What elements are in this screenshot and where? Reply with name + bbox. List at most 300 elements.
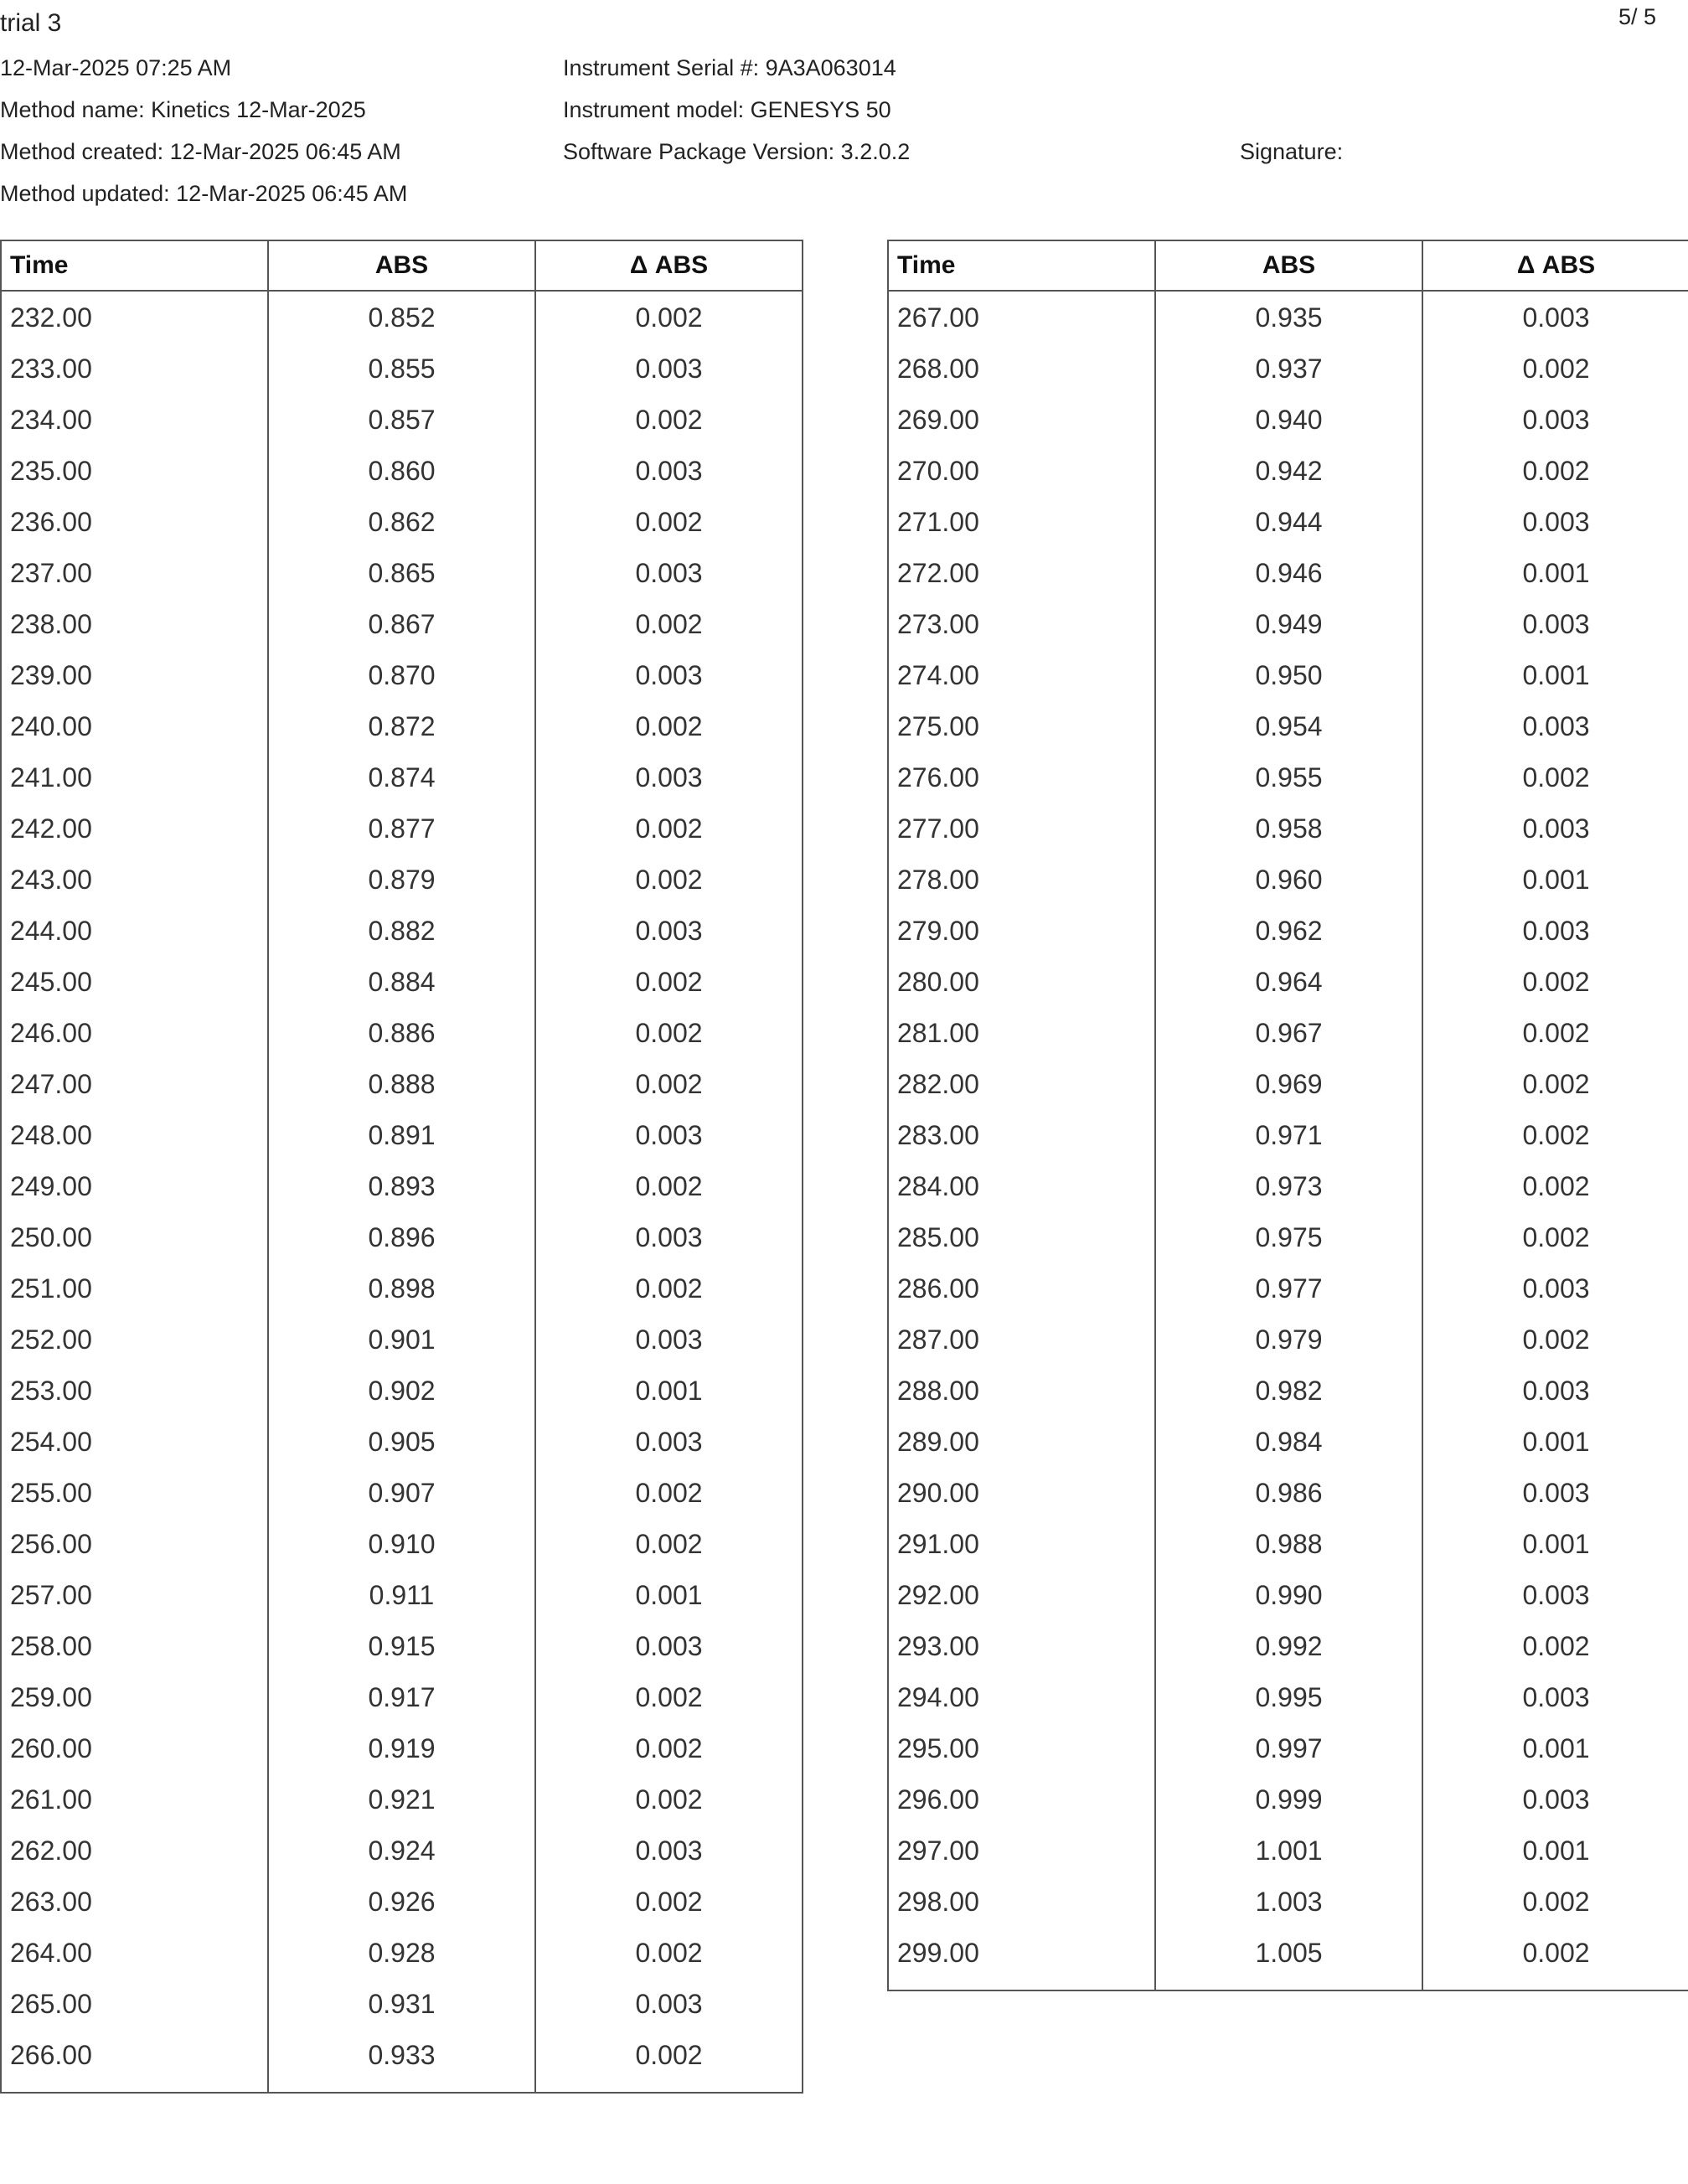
delta-abs-cell: 0.003 (535, 1978, 803, 2029)
abs-cell: 0.940 (1155, 394, 1422, 445)
table-row (1, 547, 803, 598)
abs-cell: 0.955 (1155, 751, 1422, 803)
delta-abs-cell: 0.001 (1422, 547, 1688, 598)
abs-cell: 0.865 (268, 547, 535, 598)
table-row (1, 1109, 803, 1160)
time-cell: 285.00 (888, 1211, 1155, 1262)
table-row (888, 1416, 1688, 1467)
table-row (1, 1467, 803, 1518)
table-row (888, 1774, 1688, 1825)
time-cell: 294.00 (888, 1671, 1155, 1722)
table-row (888, 291, 1688, 343)
time-cell: 288.00 (888, 1365, 1155, 1416)
abs-cell: 0.979 (1155, 1314, 1422, 1365)
table-row (888, 445, 1688, 496)
time-cell: 250.00 (1, 1211, 268, 1262)
time-cell: 271.00 (888, 496, 1155, 547)
table-row (1, 1007, 803, 1058)
table-row (888, 1262, 1688, 1314)
abs-cell: 0.860 (268, 445, 535, 496)
time-cell: 269.00 (888, 394, 1155, 445)
time-cell: 238.00 (1, 598, 268, 649)
time-cell: 237.00 (1, 547, 268, 598)
delta-abs-cell: 0.003 (535, 547, 803, 598)
table-row (888, 803, 1688, 854)
delta-abs-cell: 0.002 (535, 1007, 803, 1058)
time-cell: 292.00 (888, 1569, 1155, 1620)
abs-cell: 0.867 (268, 598, 535, 649)
delta-abs-cell: 0.002 (535, 598, 803, 649)
table-row (888, 1825, 1688, 1876)
software-version: Software Package Version: 3.2.0.2 (563, 139, 911, 164)
table-row (1, 445, 803, 496)
delta-abs-cell: 0.003 (535, 1620, 803, 1671)
time-cell: 253.00 (1, 1365, 268, 1416)
table-row (888, 1876, 1688, 1927)
delta-abs-cell: 0.003 (535, 343, 803, 394)
table-row (1, 1774, 803, 1825)
abs-cell: 0.954 (1155, 700, 1422, 751)
table-row (888, 1569, 1688, 1620)
delta-abs-cell: 0.003 (535, 1825, 803, 1876)
delta-abs-cell: 0.003 (1422, 1569, 1688, 1620)
delta-abs-cell: 0.003 (1422, 1467, 1688, 1518)
table-row (1, 1160, 803, 1211)
page-number: 5/ 5 (1618, 4, 1657, 29)
delta-abs-cell: 0.002 (535, 1722, 803, 1774)
table-row (1, 1211, 803, 1262)
abs-cell: 0.999 (1155, 1774, 1422, 1825)
time-cell: 298.00 (888, 1876, 1155, 1927)
time-cell: 242.00 (1, 803, 268, 854)
time-cell: 275.00 (888, 700, 1155, 751)
table-row (1, 1671, 803, 1722)
table-row (1, 905, 803, 956)
time-cell: 251.00 (1, 1262, 268, 1314)
table-row (888, 1007, 1688, 1058)
time-cell: 274.00 (888, 649, 1155, 700)
time-cell: 276.00 (888, 751, 1155, 803)
delta-abs-cell: 0.002 (535, 496, 803, 547)
table-row (1, 803, 803, 854)
abs-cell: 0.911 (268, 1569, 535, 1620)
table-row (1, 1620, 803, 1671)
time-cell: 258.00 (1, 1620, 268, 1671)
time-cell: 283.00 (888, 1109, 1155, 1160)
time-cell: 249.00 (1, 1160, 268, 1211)
time-cell: 234.00 (1, 394, 268, 445)
abs-cell: 0.986 (1155, 1467, 1422, 1518)
delta-abs-cell: 0.002 (535, 854, 803, 905)
delta-abs-cell: 0.001 (1422, 1825, 1688, 1876)
time-cell: 272.00 (888, 547, 1155, 598)
abs-cell: 0.862 (268, 496, 535, 547)
time-cell: 247.00 (1, 1058, 268, 1109)
column-header-time: Time (1, 240, 268, 291)
table-row (1, 1722, 803, 1774)
abs-cell: 0.896 (268, 1211, 535, 1262)
delta-abs-cell: 0.002 (535, 1671, 803, 1722)
abs-cell: 0.893 (268, 1160, 535, 1211)
abs-cell: 0.962 (1155, 905, 1422, 956)
abs-cell: 0.997 (1155, 1722, 1422, 1774)
abs-cell: 1.005 (1155, 1927, 1422, 1978)
abs-cell: 0.958 (1155, 803, 1422, 854)
abs-cell: 0.921 (268, 1774, 535, 1825)
abs-cell: 0.995 (1155, 1671, 1422, 1722)
table-row (1, 1569, 803, 1620)
delta-abs-cell: 0.002 (1422, 1620, 1688, 1671)
table-row (1, 343, 803, 394)
table-row (888, 649, 1688, 700)
delta-abs-cell: 0.003 (1422, 1262, 1688, 1314)
delta-abs-cell: 0.002 (1422, 1007, 1688, 1058)
abs-cell: 0.933 (268, 2029, 535, 2080)
delta-abs-cell: 0.002 (1422, 751, 1688, 803)
column-header-delta-abs: Δ ABS (535, 240, 803, 291)
time-cell: 284.00 (888, 1160, 1155, 1211)
time-cell: 244.00 (1, 905, 268, 956)
delta-abs-cell: 0.002 (1422, 1109, 1688, 1160)
table-row (1, 1978, 803, 2029)
delta-abs-cell: 0.003 (535, 1314, 803, 1365)
time-cell: 232.00 (1, 291, 268, 343)
abs-cell: 0.907 (268, 1467, 535, 1518)
table-row (888, 394, 1688, 445)
delta-abs-cell: 0.003 (535, 905, 803, 956)
table-row (888, 905, 1688, 956)
time-cell: 273.00 (888, 598, 1155, 649)
column-header-time: Time (888, 240, 1155, 291)
time-cell: 267.00 (888, 291, 1155, 343)
abs-cell: 0.855 (268, 343, 535, 394)
delta-abs-cell: 0.002 (535, 291, 803, 343)
abs-cell: 0.971 (1155, 1109, 1422, 1160)
time-cell: 257.00 (1, 1569, 268, 1620)
abs-cell: 0.928 (268, 1927, 535, 1978)
abs-cell: 0.982 (1155, 1365, 1422, 1416)
table-bottom-padding (1, 2080, 803, 2093)
time-cell: 287.00 (888, 1314, 1155, 1365)
abs-cell: 0.919 (268, 1722, 535, 1774)
delta-abs-cell: 0.002 (535, 1518, 803, 1569)
table-row (1, 496, 803, 547)
delta-abs-cell: 0.002 (535, 1467, 803, 1518)
padding-cell (1155, 1978, 1422, 1990)
abs-cell: 0.888 (268, 1058, 535, 1109)
abs-cell: 0.879 (268, 854, 535, 905)
instrument-model: Instrument model: GENESYS 50 (563, 97, 891, 122)
delta-abs-cell: 0.002 (1422, 1927, 1688, 1978)
time-cell: 245.00 (1, 956, 268, 1007)
table-row (888, 700, 1688, 751)
padding-cell (1, 2080, 268, 2093)
table-row (888, 547, 1688, 598)
delta-abs-cell: 0.002 (535, 2029, 803, 2080)
table-row (888, 1518, 1688, 1569)
abs-cell: 0.926 (268, 1876, 535, 1927)
delta-abs-cell: 0.001 (535, 1569, 803, 1620)
time-cell: 263.00 (1, 1876, 268, 1927)
kinetics-table-right (887, 240, 1688, 1991)
padding-cell (1422, 1978, 1688, 1990)
table-row (1, 751, 803, 803)
delta-abs-cell: 0.002 (1422, 343, 1688, 394)
delta-abs-cell: 0.003 (1422, 598, 1688, 649)
report-date: 12-Mar-2025 07:25 AM (0, 55, 232, 80)
time-cell: 233.00 (1, 343, 268, 394)
abs-cell: 1.001 (1155, 1825, 1422, 1876)
delta-abs-cell: 0.003 (535, 445, 803, 496)
time-cell: 297.00 (888, 1825, 1155, 1876)
delta-abs-cell: 0.003 (535, 1211, 803, 1262)
table-row (1, 394, 803, 445)
abs-cell: 0.969 (1155, 1058, 1422, 1109)
abs-cell: 0.946 (1155, 547, 1422, 598)
table-row (1, 2029, 803, 2080)
time-cell: 261.00 (1, 1774, 268, 1825)
abs-cell: 0.857 (268, 394, 535, 445)
delta-abs-cell: 0.002 (535, 1774, 803, 1825)
time-cell: 239.00 (1, 649, 268, 700)
abs-cell: 0.964 (1155, 956, 1422, 1007)
time-cell: 289.00 (888, 1416, 1155, 1467)
abs-cell: 0.960 (1155, 854, 1422, 905)
delta-abs-cell: 0.002 (1422, 445, 1688, 496)
delta-abs-cell: 0.003 (1422, 291, 1688, 343)
padding-cell (535, 2080, 803, 2093)
abs-cell: 0.915 (268, 1620, 535, 1671)
table-row (888, 854, 1688, 905)
table-row (888, 956, 1688, 1007)
delta-abs-cell: 0.002 (1422, 1058, 1688, 1109)
delta-abs-cell: 0.002 (1422, 1314, 1688, 1365)
time-cell: 241.00 (1, 751, 268, 803)
delta-abs-cell: 0.002 (535, 1160, 803, 1211)
table-row (1, 1416, 803, 1467)
delta-abs-cell: 0.002 (1422, 1876, 1688, 1927)
abs-cell: 0.877 (268, 803, 535, 854)
time-cell: 280.00 (888, 956, 1155, 1007)
delta-abs-cell: 0.001 (1422, 854, 1688, 905)
time-cell: 270.00 (888, 445, 1155, 496)
delta-abs-cell: 0.003 (1422, 700, 1688, 751)
time-cell: 264.00 (1, 1927, 268, 1978)
time-cell: 255.00 (1, 1467, 268, 1518)
abs-cell: 0.874 (268, 751, 535, 803)
table-row (888, 1722, 1688, 1774)
method-name: Method name: Kinetics 12-Mar-2025 (0, 97, 366, 122)
table-row (888, 1058, 1688, 1109)
abs-cell: 0.950 (1155, 649, 1422, 700)
time-cell: 268.00 (888, 343, 1155, 394)
time-cell: 277.00 (888, 803, 1155, 854)
kinetics-table-left (0, 240, 803, 2094)
time-cell: 246.00 (1, 1007, 268, 1058)
delta-abs-cell: 0.003 (1422, 905, 1688, 956)
delta-abs-cell: 0.003 (535, 751, 803, 803)
abs-cell: 0.917 (268, 1671, 535, 1722)
time-cell: 266.00 (1, 2029, 268, 2080)
table-row (888, 1365, 1688, 1416)
abs-cell: 1.003 (1155, 1876, 1422, 1927)
delta-abs-cell: 0.003 (1422, 1365, 1688, 1416)
time-cell: 240.00 (1, 700, 268, 751)
abs-cell: 0.942 (1155, 445, 1422, 496)
delta-abs-cell: 0.002 (535, 1876, 803, 1927)
abs-cell: 0.935 (1155, 291, 1422, 343)
delta-abs-cell: 0.002 (535, 700, 803, 751)
delta-abs-cell: 0.003 (535, 1109, 803, 1160)
delta-abs-cell: 0.002 (535, 1058, 803, 1109)
abs-cell: 0.891 (268, 1109, 535, 1160)
delta-abs-cell: 0.003 (1422, 496, 1688, 547)
table-row (1, 700, 803, 751)
table-row (1, 854, 803, 905)
delta-abs-cell: 0.002 (1422, 1160, 1688, 1211)
time-cell: 256.00 (1, 1518, 268, 1569)
time-cell: 293.00 (888, 1620, 1155, 1671)
time-cell: 281.00 (888, 1007, 1155, 1058)
abs-cell: 0.990 (1155, 1569, 1422, 1620)
time-cell: 248.00 (1, 1109, 268, 1160)
time-cell: 265.00 (1, 1978, 268, 2029)
table-row (1, 1825, 803, 1876)
time-cell: 235.00 (1, 445, 268, 496)
table-row (1, 1927, 803, 1978)
abs-cell: 0.944 (1155, 496, 1422, 547)
report-title: trial 3 (0, 9, 62, 37)
table-row (888, 1314, 1688, 1365)
delta-abs-cell: 0.003 (1422, 1671, 1688, 1722)
time-cell: 279.00 (888, 905, 1155, 956)
column-header-abs: ABS (1155, 240, 1422, 291)
table-row (888, 496, 1688, 547)
abs-cell: 0.872 (268, 700, 535, 751)
time-cell: 295.00 (888, 1722, 1155, 1774)
signature-label: Signature: (1240, 139, 1344, 164)
delta-abs-cell: 0.002 (535, 1262, 803, 1314)
padding-cell (888, 1978, 1155, 1990)
table-row (1, 1314, 803, 1365)
abs-cell: 0.967 (1155, 1007, 1422, 1058)
abs-cell: 0.882 (268, 905, 535, 956)
table-header-row (1, 240, 803, 291)
abs-cell: 0.977 (1155, 1262, 1422, 1314)
table-row (888, 1671, 1688, 1722)
table-row (888, 598, 1688, 649)
delta-abs-cell: 0.003 (1422, 394, 1688, 445)
delta-abs-cell: 0.001 (1422, 649, 1688, 700)
time-cell: 291.00 (888, 1518, 1155, 1569)
column-header-abs: ABS (268, 240, 535, 291)
abs-cell: 0.992 (1155, 1620, 1422, 1671)
table-row (888, 1467, 1688, 1518)
table-row (888, 343, 1688, 394)
table-row (888, 1927, 1688, 1978)
table-row (1, 1365, 803, 1416)
delta-abs-cell: 0.002 (535, 803, 803, 854)
time-cell: 296.00 (888, 1774, 1155, 1825)
time-cell: 243.00 (1, 854, 268, 905)
delta-abs-cell: 0.002 (535, 394, 803, 445)
abs-cell: 0.910 (268, 1518, 535, 1569)
table-row (1, 1058, 803, 1109)
abs-cell: 0.884 (268, 956, 535, 1007)
time-cell: 282.00 (888, 1058, 1155, 1109)
table-row (888, 751, 1688, 803)
delta-abs-cell: 0.003 (535, 649, 803, 700)
abs-cell: 0.949 (1155, 598, 1422, 649)
abs-cell: 0.886 (268, 1007, 535, 1058)
time-cell: 262.00 (1, 1825, 268, 1876)
abs-cell: 0.898 (268, 1262, 535, 1314)
table-row (1, 956, 803, 1007)
table-row (888, 1211, 1688, 1262)
abs-cell: 0.984 (1155, 1416, 1422, 1467)
delta-abs-cell: 0.001 (535, 1365, 803, 1416)
abs-cell: 0.937 (1155, 343, 1422, 394)
table-row (1, 1876, 803, 1927)
time-cell: 252.00 (1, 1314, 268, 1365)
table-bottom-padding (888, 1978, 1688, 1990)
table-header-row (888, 240, 1688, 291)
table-row (888, 1620, 1688, 1671)
time-cell: 299.00 (888, 1927, 1155, 1978)
abs-cell: 0.852 (268, 291, 535, 343)
delta-abs-cell: 0.002 (1422, 1211, 1688, 1262)
delta-abs-cell: 0.001 (1422, 1416, 1688, 1467)
delta-abs-cell: 0.003 (535, 1416, 803, 1467)
delta-abs-cell: 0.002 (535, 1927, 803, 1978)
time-cell: 260.00 (1, 1722, 268, 1774)
time-cell: 236.00 (1, 496, 268, 547)
abs-cell: 0.902 (268, 1365, 535, 1416)
abs-cell: 0.901 (268, 1314, 535, 1365)
abs-cell: 0.988 (1155, 1518, 1422, 1569)
delta-abs-cell: 0.001 (1422, 1518, 1688, 1569)
column-header-delta-abs: Δ ABS (1422, 240, 1688, 291)
delta-abs-cell: 0.003 (1422, 1774, 1688, 1825)
instrument-serial: Instrument Serial #: 9A3A063014 (563, 55, 896, 80)
time-cell: 286.00 (888, 1262, 1155, 1314)
time-cell: 290.00 (888, 1467, 1155, 1518)
table-row (1, 291, 803, 343)
abs-cell: 0.905 (268, 1416, 535, 1467)
abs-cell: 0.975 (1155, 1211, 1422, 1262)
time-cell: 254.00 (1, 1416, 268, 1467)
time-cell: 278.00 (888, 854, 1155, 905)
abs-cell: 0.931 (268, 1978, 535, 2029)
abs-cell: 0.924 (268, 1825, 535, 1876)
table-row (1, 1262, 803, 1314)
table-row (1, 1518, 803, 1569)
delta-abs-cell: 0.002 (1422, 956, 1688, 1007)
delta-abs-cell: 0.002 (535, 956, 803, 1007)
delta-abs-cell: 0.001 (1422, 1722, 1688, 1774)
table-row (1, 598, 803, 649)
table-row (1, 649, 803, 700)
table-row (888, 1160, 1688, 1211)
method-created: Method created: 12-Mar-2025 06:45 AM (0, 139, 401, 164)
abs-cell: 0.870 (268, 649, 535, 700)
time-cell: 259.00 (1, 1671, 268, 1722)
method-updated: Method updated: 12-Mar-2025 06:45 AM (0, 181, 408, 206)
delta-abs-cell: 0.003 (1422, 803, 1688, 854)
table-row (888, 1109, 1688, 1160)
abs-cell: 0.973 (1155, 1160, 1422, 1211)
padding-cell (268, 2080, 535, 2093)
